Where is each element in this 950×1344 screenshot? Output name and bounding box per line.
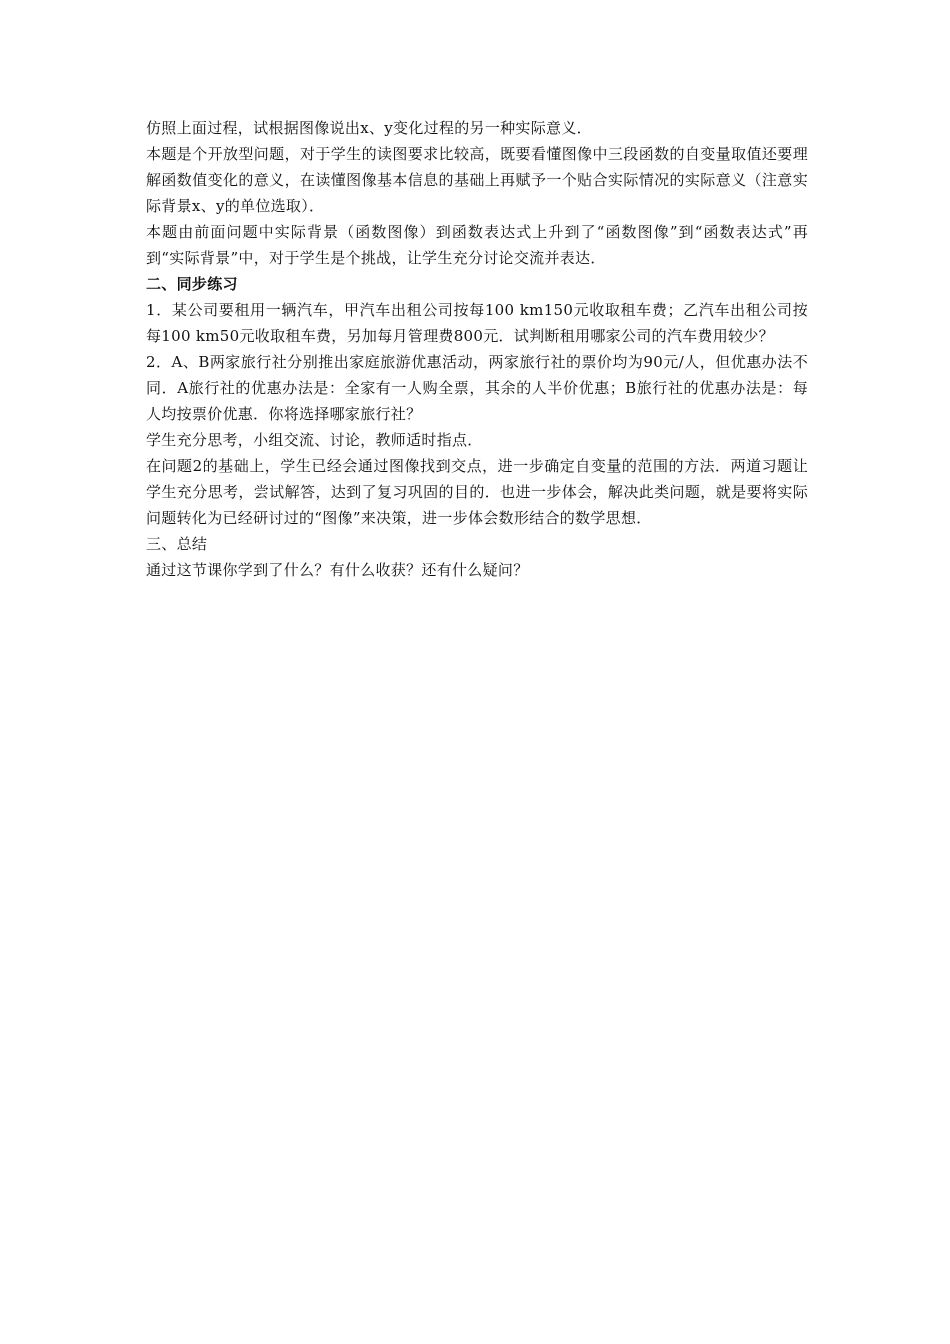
intro-paragraph-1: 仿照上面过程，试根据图像说出x、y变化过程的另一种实际意义．	[146, 119, 592, 137]
summary-paragraph: 通过这节课你学到了什么？有什么收获？还有什么疑问？	[146, 561, 529, 579]
exercise-1: 1．某公司要租用一辆汽车，甲汽车出租公司按每100 km150元收取租车费；乙汽车出租公司按每100 km50元收取租车费，另加每月管理费800元．试判断租用哪家公司的汽车费用较少？	[146, 301, 808, 345]
intro-paragraph-3: 本题由前面问题中实际背景（函数图像）到函数表达式上升到了“函数图像”到“函数表达式”再到“实际背景”中，对于学生是个挑战，让学生充分讨论交流并表达．	[146, 223, 808, 267]
practice-paragraph-1: 学生充分思考，小组交流、讨论，教师适时指点．	[146, 431, 483, 449]
section-heading-summary: 三、总结	[146, 535, 208, 553]
intro-paragraph-2: 本题是个开放型问题，对于学生的读图要求比较高，既要看懂图像中三段函数的自变量取值还要理解函数值变化的意义，在读懂图像基本信息的基础上再赋予一个贴合实际情况的实际意义（注意实际背景x、y的单位选取）．	[146, 145, 808, 215]
section-heading-practice: 二、同步练习	[146, 275, 238, 293]
document-page	[146, 115, 808, 583]
exercise-2: 2．A、B两家旅行社分别推出家庭旅游优惠活动，两家旅行社的票价均为90元/人，但优惠办法不同．A旅行社的优惠办法是：全家有一人购全票，其余的人半价优惠；B旅行社的优惠办法是：每人均按票价优惠．你将选择哪家旅行社？	[146, 353, 808, 423]
practice-paragraph-2: 在问题2的基础上，学生已经会通过图像找到交点，进一步确定自变量的范围的方法．两道习题让学生充分思考，尝试解答，达到了复习巩固的目的．也进一步体会，解决此类问题，就是要将实际问题转化为已经研讨过的“图像”来决策，进一步体会数形结合的数学思想．	[146, 457, 808, 527]
